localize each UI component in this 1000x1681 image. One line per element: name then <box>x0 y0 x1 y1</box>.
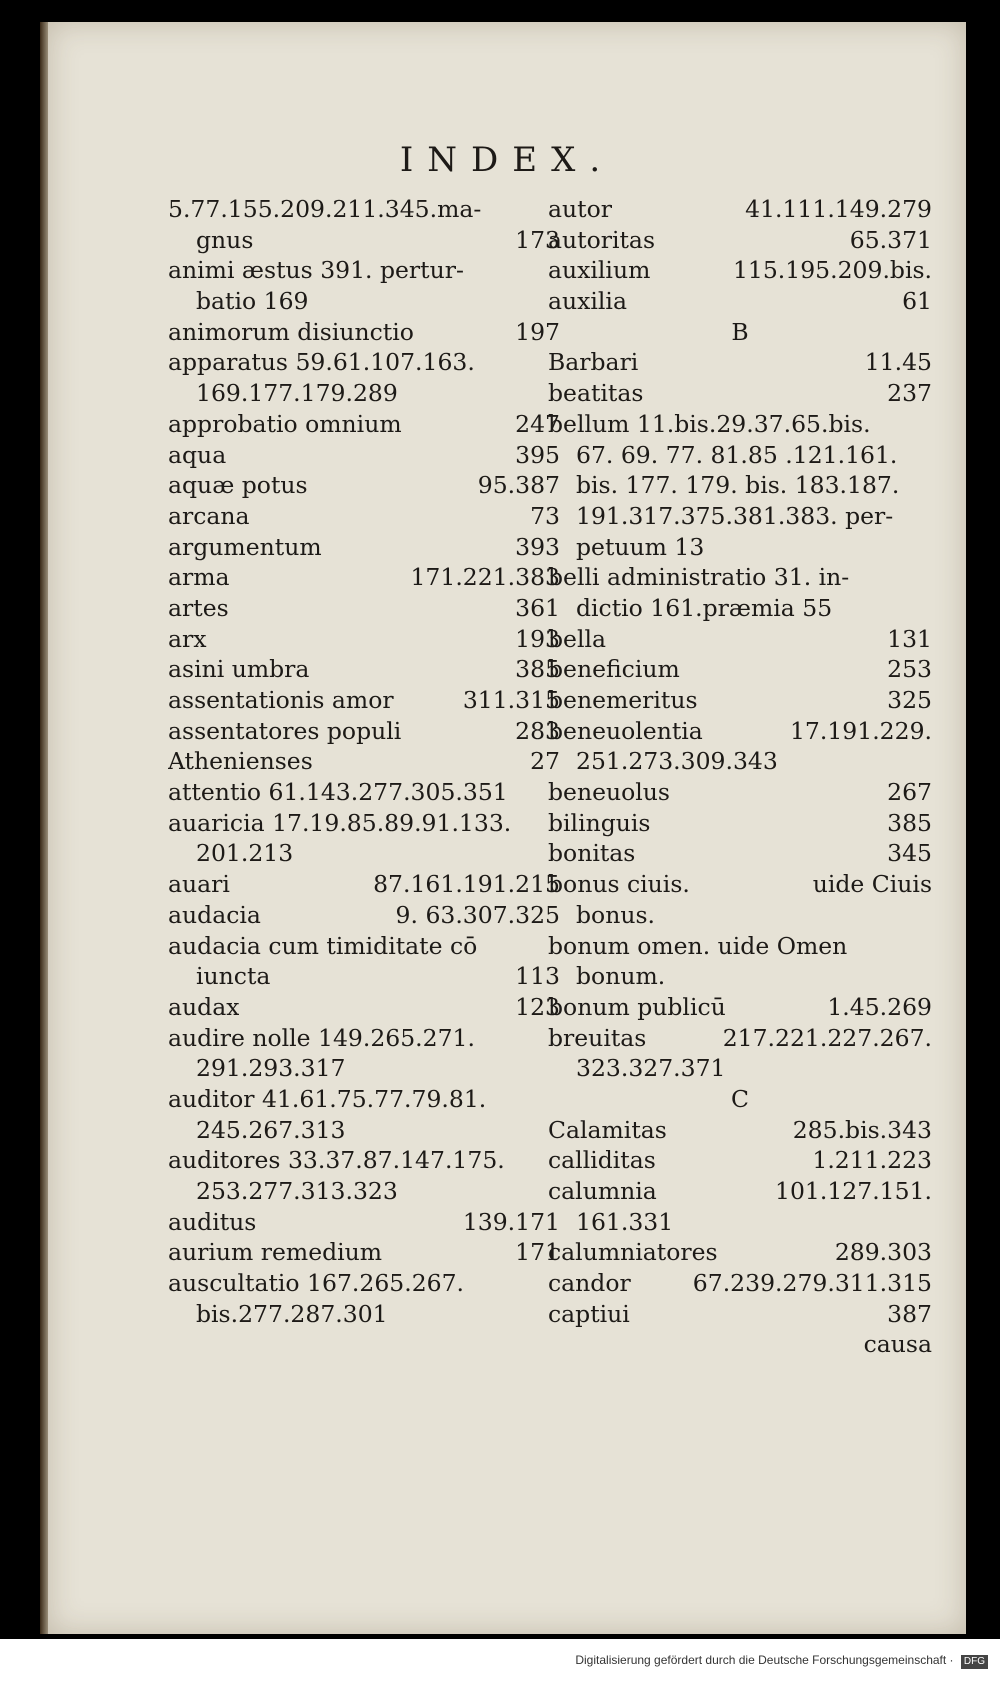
page-refs <box>922 746 932 777</box>
page-refs <box>922 1207 932 1238</box>
page-refs <box>922 470 932 501</box>
index-line <box>548 255 932 286</box>
page-refs: 385 <box>887 808 932 837</box>
index-term: argumentum <box>168 532 322 561</box>
page-refs: 171.221.383 <box>410 563 560 592</box>
index-entry <box>168 440 560 471</box>
page-refs: 395 <box>515 440 560 469</box>
index-term: arcana <box>168 501 250 530</box>
index-term: 67. 69. 77. 81.85 .121.161. <box>576 440 898 469</box>
index-line <box>548 593 932 624</box>
index-entry <box>548 378 932 409</box>
index-term: audacia cum timiditate cō <box>168 931 478 960</box>
index-term: 291.293.317 <box>196 1054 346 1083</box>
page-refs: 115.195.209.bis. <box>732 256 932 285</box>
index-entry <box>548 624 932 655</box>
catchword: causa <box>863 1330 932 1359</box>
index-line <box>168 593 560 624</box>
index-entry <box>168 931 560 992</box>
index-line <box>168 746 560 777</box>
page-refs <box>922 900 932 931</box>
page-refs: 123 <box>515 992 560 1021</box>
index-term: aquæ potus <box>168 471 308 500</box>
dfg-logo: DFG <box>961 1655 988 1669</box>
index-term: animi æstus 391. pertur- <box>168 256 464 285</box>
index-line <box>548 900 932 931</box>
index-entry <box>168 685 560 716</box>
index-entry <box>548 838 932 869</box>
index-entry <box>548 1115 932 1146</box>
index-entry <box>548 194 932 225</box>
index-entry <box>168 347 560 408</box>
index-line <box>168 624 560 655</box>
index-line <box>548 1053 932 1084</box>
index-entry <box>168 409 560 440</box>
index-line <box>168 1176 560 1207</box>
index-line <box>168 992 560 1023</box>
index-entry <box>548 1237 932 1268</box>
index-line <box>548 716 932 747</box>
page-refs: 393 <box>515 532 560 561</box>
index-term: bonum omen. uide Omen <box>548 931 848 960</box>
index-entry <box>548 808 932 839</box>
page-refs <box>922 532 932 563</box>
index-line <box>548 501 932 532</box>
index-entry <box>548 562 932 623</box>
page-refs <box>922 931 932 962</box>
page-refs: 311.315 <box>462 686 560 714</box>
index-line <box>548 194 932 225</box>
index-line <box>548 409 932 440</box>
page-refs: 67.239.279.311.315 <box>692 1269 932 1298</box>
index-line <box>168 255 560 286</box>
index-term: bonus. <box>576 900 655 929</box>
index-line <box>168 716 560 747</box>
page-refs: 385 <box>515 655 560 684</box>
index-term: bonum publicū <box>548 992 726 1021</box>
page-refs: 11.45 <box>864 348 932 377</box>
index-term: beneuolus <box>548 778 670 807</box>
index-term: auxilium <box>548 256 651 285</box>
index-line <box>168 501 560 532</box>
index-term: Calamitas <box>548 1115 667 1144</box>
index-line <box>168 225 560 256</box>
index-line <box>168 777 560 808</box>
index-term: auscultatio 167.265.267. <box>168 1269 465 1298</box>
page-refs: 17.191.229. <box>789 716 932 745</box>
index-line <box>548 1299 932 1330</box>
index-entry <box>168 317 560 348</box>
index-term: calumniatores <box>548 1238 718 1267</box>
index-entry <box>168 1207 560 1238</box>
index-line <box>548 624 932 655</box>
index-term: bonus ciuis. <box>548 870 690 899</box>
index-line <box>168 961 560 992</box>
index-entry <box>548 716 932 777</box>
index-entry <box>548 1299 932 1330</box>
index-line <box>168 1207 560 1238</box>
index-term: Barbari <box>548 348 639 377</box>
index-term: auditor 41.61.75.77.79.81. <box>168 1084 487 1113</box>
index-line <box>168 1084 560 1115</box>
index-term: Athenienses <box>168 747 313 776</box>
index-term: candor <box>548 1269 631 1298</box>
index-term: animorum disiunctio <box>168 317 414 346</box>
index-line <box>168 286 560 317</box>
digitization-footer <box>0 1639 1000 1681</box>
index-entry <box>548 869 932 930</box>
index-line <box>548 685 932 716</box>
index-term: bonitas <box>548 839 636 868</box>
index-line <box>548 1176 932 1207</box>
index-term: breuitas <box>548 1023 647 1052</box>
index-entry <box>548 1023 932 1084</box>
index-term: 191.317.375.381.383. per- <box>576 501 894 530</box>
page-refs: 27 <box>530 747 560 776</box>
index-entry <box>548 1268 932 1299</box>
page-refs: 73 <box>530 501 560 530</box>
index-line <box>168 1268 560 1299</box>
page-refs: 345 <box>887 839 932 868</box>
index-term: bilinguis <box>548 808 651 837</box>
index-line <box>168 869 560 900</box>
section-letter: B <box>731 317 749 346</box>
index-entry <box>168 194 560 255</box>
page-refs: 1.45.269 <box>827 992 932 1021</box>
index-entry <box>548 286 932 317</box>
index-term: autor <box>548 195 612 223</box>
index-entry <box>548 225 932 256</box>
page-refs: 87.161.191.215 <box>373 870 560 899</box>
index-line <box>168 440 560 471</box>
index-entry <box>168 1237 560 1268</box>
section-letter: C <box>731 1084 749 1113</box>
index-term: assentatores populi <box>168 716 402 745</box>
index-line <box>548 378 932 409</box>
page-refs <box>922 440 932 471</box>
page-refs <box>922 593 932 624</box>
index-entry <box>168 746 560 777</box>
index-line <box>168 931 560 962</box>
index-line <box>548 1268 932 1299</box>
index-term: 161.331 <box>576 1207 674 1236</box>
page-refs: 101.127.151. <box>775 1177 932 1205</box>
index-term: 245.267.313 <box>196 1115 346 1144</box>
index-entry <box>548 1176 932 1237</box>
index-entry <box>168 593 560 624</box>
index-line <box>168 347 560 378</box>
index-term: iuncta <box>196 962 271 991</box>
index-line <box>548 869 932 900</box>
index-entry <box>168 777 560 808</box>
index-line <box>168 808 560 839</box>
index-term: arma <box>168 563 230 592</box>
book-page <box>48 22 966 1634</box>
page-refs: 197 <box>515 317 560 346</box>
index-term: audax <box>168 992 240 1021</box>
index-entry <box>548 654 932 685</box>
index-line <box>548 654 932 685</box>
page-refs: 139.171 <box>462 1207 560 1236</box>
index-column-left <box>168 194 560 1329</box>
page-refs: 283 <box>515 716 560 745</box>
index-entry <box>168 716 560 747</box>
index-entry <box>168 624 560 655</box>
index-term: beneficium <box>548 655 680 684</box>
index-term: batio 169 <box>196 287 309 316</box>
index-entry <box>168 470 560 501</box>
index-line <box>548 777 932 808</box>
index-entry <box>168 501 560 532</box>
index-entry <box>548 1145 932 1176</box>
index-line <box>548 1207 932 1238</box>
index-line <box>548 225 932 256</box>
page-refs: 237 <box>887 379 932 408</box>
index-term: bis. 177. 179. bis. 183.187. <box>576 471 900 500</box>
index-entry <box>168 992 560 1023</box>
index-term: beatitas <box>548 379 644 408</box>
page-refs: 247 <box>515 409 560 438</box>
index-entry <box>548 347 932 378</box>
page-refs <box>922 562 932 593</box>
index-line <box>168 685 560 716</box>
page-refs: 61 <box>902 287 932 316</box>
index-term: captiui <box>548 1299 630 1328</box>
index-term: dictio 161.præmia 55 <box>576 593 833 622</box>
page-refs: 131 <box>887 624 932 653</box>
page-refs: 267 <box>887 778 932 807</box>
index-entry <box>168 808 560 869</box>
index-term: bellum 11.bis.29.37.65.bis. <box>548 409 871 438</box>
footer-credit: Digitalisierung gefördert durch die Deutsche Forschungsgemeinschaft · <box>575 1653 954 1667</box>
page-refs: 41.111.149.279 <box>745 195 932 223</box>
index-term: 201.213 <box>196 839 294 868</box>
page-refs <box>922 409 932 440</box>
page-refs: 289.303 <box>834 1238 932 1267</box>
index-entry <box>168 1084 560 1145</box>
index-entry <box>548 255 932 286</box>
index-line <box>548 1145 932 1176</box>
index-line <box>548 1115 932 1146</box>
index-term: gnus <box>196 225 254 254</box>
page-refs: uide Ciuis <box>812 870 932 899</box>
index-entry <box>168 1145 560 1206</box>
index-line <box>548 1023 932 1054</box>
page-refs: 217.221.227.267. <box>722 1023 932 1052</box>
index-term: 251.273.309.343 <box>576 747 778 776</box>
index-term: bonum. <box>576 962 666 991</box>
index-line <box>168 1023 560 1054</box>
index-line <box>168 409 560 440</box>
index-entry <box>548 409 932 562</box>
index-line <box>168 194 560 225</box>
index-term: auditores 33.37.87.147.175. <box>168 1146 505 1175</box>
page-refs: 285.bis.343 <box>792 1115 932 1144</box>
index-line <box>548 286 932 317</box>
page-refs: 193 <box>515 624 560 653</box>
index-term: auari <box>168 870 230 899</box>
index-entry <box>168 255 560 316</box>
index-term: attentio 61.143.277.305.351 <box>168 778 508 807</box>
index-line <box>168 654 560 685</box>
index-line <box>548 562 932 593</box>
index-term: bella <box>548 624 606 653</box>
index-entry <box>168 1268 560 1329</box>
index-line <box>168 838 560 869</box>
index-term: benemeritus <box>548 686 698 714</box>
index-line <box>548 838 932 869</box>
index-column-right <box>548 194 932 1360</box>
index-line <box>168 378 560 409</box>
index-term: 253.277.313.323 <box>196 1177 398 1205</box>
page-refs: 253 <box>887 655 932 684</box>
index-term: 323.327.371 <box>576 1054 726 1083</box>
index-term: artes <box>168 593 229 622</box>
page-header: INDEX. <box>399 140 615 180</box>
index-term: approbatio omnium <box>168 409 402 438</box>
index-entry <box>168 562 560 593</box>
page-refs <box>922 961 932 992</box>
index-entry <box>548 777 932 808</box>
index-term: aurium remedium <box>168 1238 383 1267</box>
index-term: calliditas <box>548 1146 656 1175</box>
index-line <box>548 347 932 378</box>
index-term: assentationis amor <box>168 686 394 714</box>
index-line <box>548 746 932 777</box>
index-term: calumnia <box>548 1177 657 1205</box>
page-refs <box>922 1053 932 1084</box>
page-refs: 65.371 <box>849 225 932 254</box>
index-term: asini umbra <box>168 655 310 684</box>
index-entry <box>168 900 560 931</box>
index-line <box>168 562 560 593</box>
index-term: audacia <box>168 900 261 929</box>
index-entry <box>168 1023 560 1084</box>
index-line <box>168 1053 560 1084</box>
page-refs: 1.211.223 <box>812 1146 932 1175</box>
index-term: 169.177.179.289 <box>196 379 398 408</box>
index-line <box>168 317 560 348</box>
page-refs <box>922 501 932 532</box>
index-term: aqua <box>168 440 227 469</box>
index-entry <box>548 685 932 716</box>
page-refs: 95.387 <box>477 471 560 500</box>
page-refs: 113 <box>515 962 560 991</box>
index-term: auaricia 17.19.85.89.91.133. <box>168 808 512 837</box>
index-line <box>548 961 932 992</box>
index-line <box>548 470 932 501</box>
index-entry <box>168 532 560 563</box>
page-refs: 361 <box>515 593 560 622</box>
index-line <box>168 1145 560 1176</box>
index-line <box>548 1237 932 1268</box>
index-line <box>168 470 560 501</box>
index-term: autoritas <box>548 225 656 254</box>
index-term: apparatus 59.61.107.163. <box>168 348 475 377</box>
index-line <box>548 931 932 962</box>
index-entry <box>548 992 932 1023</box>
index-term: audire nolle 149.265.271. <box>168 1023 475 1052</box>
index-entry <box>548 931 932 992</box>
index-line <box>548 532 932 563</box>
index-term: beneuolentia <box>548 716 703 745</box>
index-term: arx <box>168 624 207 653</box>
index-term: auxilia <box>548 287 627 316</box>
page-refs: 9. 63.307.325 <box>395 900 560 929</box>
index-entry <box>168 869 560 900</box>
index-line <box>548 808 932 839</box>
index-line <box>548 992 932 1023</box>
index-line <box>168 532 560 563</box>
index-term: petuum 13 <box>576 532 705 561</box>
index-term: belli administratio 31. in- <box>548 563 850 592</box>
page-refs: 325 <box>887 686 932 714</box>
index-entry <box>168 654 560 685</box>
page-refs: 387 <box>887 1299 932 1328</box>
page-refs: 171 <box>515 1238 560 1267</box>
index-line <box>168 900 560 931</box>
index-term: 5.77.155.209.211.345.ma- <box>168 195 482 223</box>
index-term: bis.277.287.301 <box>196 1299 388 1328</box>
index-line <box>168 1299 560 1330</box>
page-refs: 173 <box>515 225 560 254</box>
index-line <box>168 1115 560 1146</box>
index-line <box>548 440 932 471</box>
index-line <box>168 1237 560 1268</box>
index-term: auditus <box>168 1207 257 1236</box>
